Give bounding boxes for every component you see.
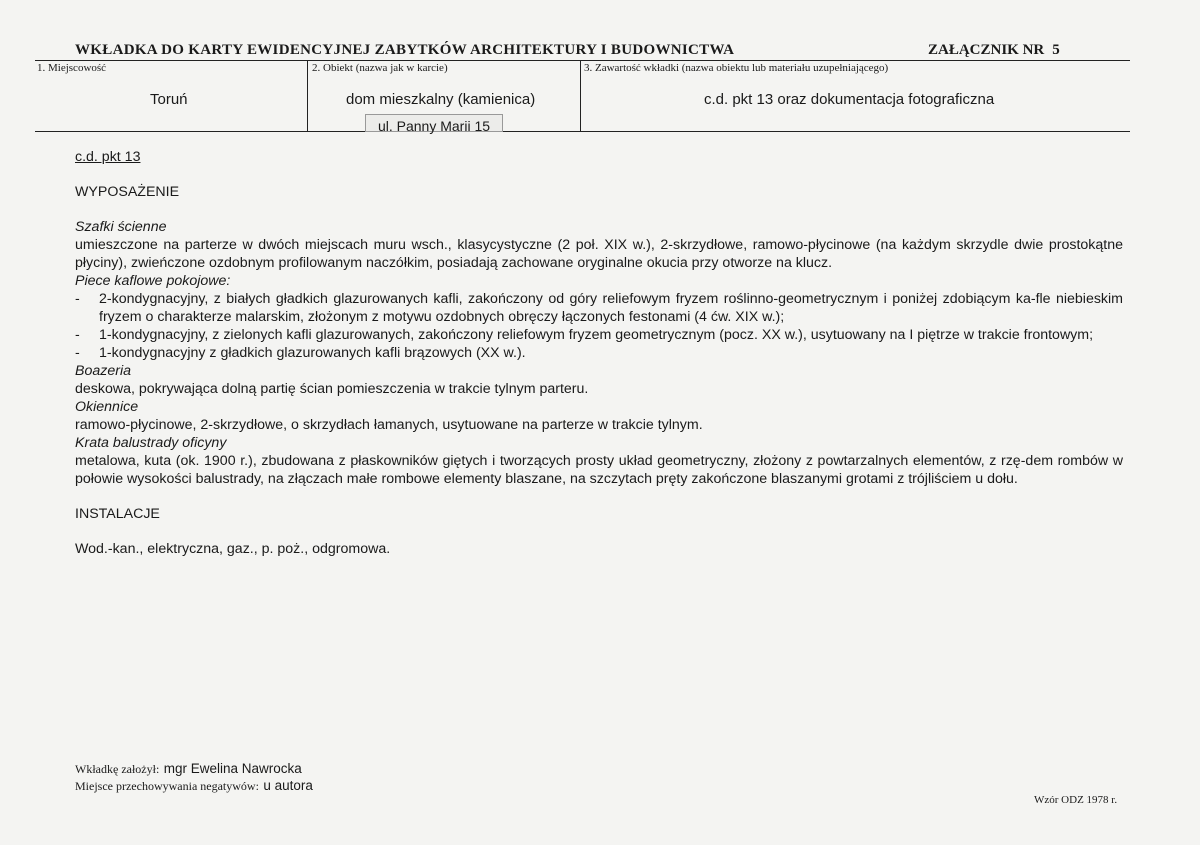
form-model-note: Wzór ODZ 1978 r. xyxy=(1034,794,1118,806)
annex-label-text: ZAŁĄCZNIK NR xyxy=(928,42,1045,58)
wall-cabinets-text: umieszczone na parterze w dwóch miejscach muru wsch., klasycystyczne (2 poł. XIX w.), 2-skrzydłowe, ramowo-płycinowe (na każdym skrzydle dwie prostokątne płyciny), zwieńczone ozdobnym profilowanym naczółkim, posiadają zachowane oryginalne okucia przy otworze na klucz. xyxy=(75,237,1123,271)
shutters-title: Okiennice xyxy=(75,399,139,415)
author-line xyxy=(75,760,302,778)
document-body xyxy=(75,148,1123,558)
field-divider-1 xyxy=(307,60,308,131)
author-label: Wkładkę założył: xyxy=(75,762,160,776)
field-divider-2 xyxy=(580,60,581,131)
bullet-dash: - xyxy=(75,291,80,307)
annex-label xyxy=(928,42,1060,59)
author-value: mgr Ewelina Nawrocka xyxy=(163,761,302,776)
negatives-label: Miejsce przechowywania negatywów: xyxy=(75,779,259,793)
field-locality-label: 1. Miejscowość xyxy=(37,62,107,74)
bullet-dash: - xyxy=(75,327,80,343)
railing-text: metalowa, kuta (ok. 1900 r.), zbudowana z płaskowników giętych i tworzących prosty układ geometryczny, złożony z powtarzalnych elementów, z rzę-dem rombów w połowie wysokości balustrady, na złączach małe rombowe elementy blaszane, na szczytach pręty zakończone blaszanymi grotami z trójliściem u dołu. xyxy=(75,453,1123,487)
list-item xyxy=(75,344,1123,362)
field-object-value: dom mieszkalny (kamienica) xyxy=(346,91,536,108)
negatives-line xyxy=(75,777,313,795)
railing-title: Krata balustrady oficyny xyxy=(75,435,227,451)
wall-cabinets-title: Szafki ścienne xyxy=(75,219,167,235)
installations-heading: INSTALACJE xyxy=(75,506,160,522)
bullet-dash: - xyxy=(75,345,80,361)
shutters-text: ramowo-płycinowe, 2-skrzydłowe, o skrzydłach łamanych, usytuowane na parterze w trakcie tylnym. xyxy=(75,417,703,433)
form-title: WKŁADKA DO KARTY EWIDENCYJNEJ ZABYTKÓW ARCHITEKTURY I BUDOWNICTWA xyxy=(75,42,735,58)
continuation-note: c.d. pkt 13 xyxy=(75,149,141,165)
field-locality-value: Toruń xyxy=(150,91,188,108)
paneling-title: Boazeria xyxy=(75,363,131,379)
field-object-label: 2. Obiekt (nazwa jak w karcie) xyxy=(312,62,448,74)
header-rule xyxy=(35,60,1130,61)
stove-item-1: 2-kondygnacyjny, z białych gładkich glazurowanych kafli, zakończony od góry reliefowym fryzem roślinno-geometrycznym i poniżej zdobiącym ka-fle niebieskim fryzem o charakterze malarskim, złożonym z motywu ozdobnych obręczy łączonych festonami (4 ćw. XIX w.); xyxy=(99,291,1123,325)
equipment-heading: WYPOSAŻENIE xyxy=(75,184,180,200)
list-item xyxy=(75,326,1123,344)
paneling-text: deskowa, pokrywająca dolną partię ścian pomieszczenia w trakcie tylnym parteru. xyxy=(75,381,589,397)
list-item xyxy=(75,290,1123,326)
annex-number: 5 xyxy=(1052,42,1060,58)
stove-item-3: 1-kondygnacyjny z gładkich glazurowanych kafli brązowych (XX w.). xyxy=(99,345,526,361)
field-object-address: ul. Panny Marii 15 xyxy=(365,114,503,132)
field-content-label: 3. Zawartość wkładki (nazwa obiektu lub materiału uzupełniającego) xyxy=(584,62,889,74)
negatives-value: u autora xyxy=(263,778,313,793)
stoves-title: Piece kaflowe pokojowe: xyxy=(75,273,231,289)
fields-bottom-rule xyxy=(35,131,1130,132)
field-content-value: c.d. pkt 13 oraz dokumentacja fotograficzna xyxy=(704,91,995,108)
installations-text: Wod.-kan., elektryczna, gaz., p. poż., odgromowa. xyxy=(75,541,391,557)
stove-item-2: 1-kondygnacyjny, z zielonych kafli glazurowanych, zakończony reliefowym fryzem geometrycznym (pocz. XX w.), usytuowany na I piętrze w trakcie frontowym; xyxy=(99,327,1094,343)
